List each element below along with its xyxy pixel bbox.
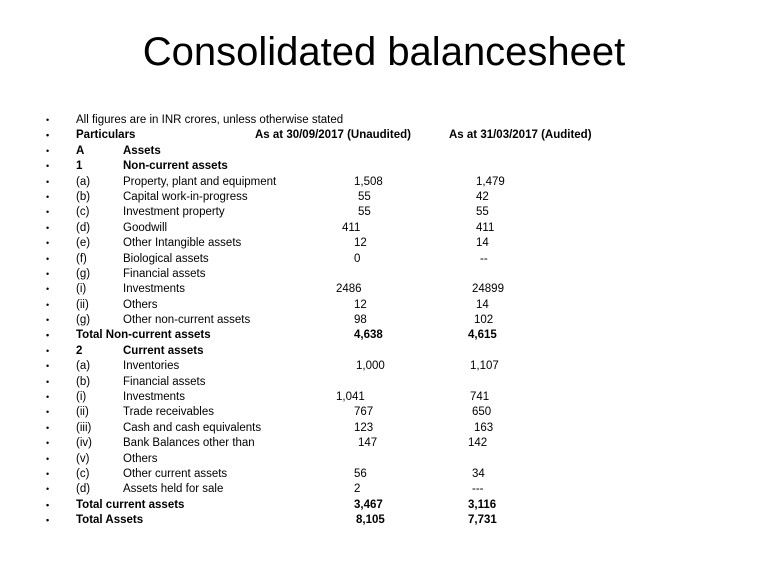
value-mar-2017: 42: [476, 190, 489, 203]
line-item-row: [0, 359, 768, 374]
column-header-1: As at 30/09/2017 (Unaudited): [255, 129, 411, 142]
section-row: [0, 344, 768, 359]
section-row: [0, 159, 768, 174]
bullet: •: [46, 453, 50, 464]
total-row: [0, 498, 768, 513]
value-sep-2017: 411: [342, 221, 361, 234]
value-sep-2017: 12: [354, 237, 367, 250]
line-item-row: [0, 313, 768, 328]
item-code: (ii): [76, 406, 89, 419]
bullet: •: [46, 253, 50, 264]
item-label: Assets held for sale: [123, 483, 224, 496]
note-text: All figures are in INR crores, unless otherwise stated: [76, 114, 344, 126]
bullet: •: [46, 392, 50, 403]
value-sep-2017: 55: [358, 190, 371, 203]
bullet: •: [46, 191, 50, 202]
slide-title: Consolidated balancesheet: [142, 30, 626, 74]
item-code: (c): [76, 206, 90, 219]
item-label: Other current assets: [123, 467, 228, 480]
section-label: Assets: [123, 144, 161, 157]
value-mar-2017: 163: [474, 421, 494, 434]
item-code: (ii): [76, 298, 89, 311]
value-sep-2017: 2: [354, 483, 361, 496]
item-code: (iii): [76, 421, 92, 434]
total-row: [0, 328, 768, 343]
line-item-row: [0, 298, 768, 313]
item-label: Property, plant and equipment: [123, 175, 277, 188]
value-mar-2017: ---: [472, 483, 484, 496]
value-sep-2017: 56: [354, 467, 367, 480]
line-item-row: [0, 421, 768, 436]
item-label: Others: [123, 452, 158, 465]
section-row: [0, 144, 768, 159]
value-mar-2017: 1,107: [470, 360, 499, 373]
value-mar-2017: 14: [476, 298, 489, 311]
data-rows: [0, 144, 768, 529]
item-code: (a): [76, 175, 91, 188]
bullet: •: [46, 484, 50, 495]
item-label: Other non-current assets: [123, 314, 251, 327]
item-label: Goodwill: [123, 221, 168, 234]
header-row: [0, 128, 768, 143]
value-mar-2017: 1,479: [476, 175, 505, 188]
bullet: •: [46, 499, 50, 510]
line-item-row: [0, 467, 768, 482]
item-code: (d): [76, 221, 91, 234]
particulars-header: Particulars: [76, 129, 136, 142]
bullet: •: [46, 345, 50, 356]
item-label: Investment property: [123, 206, 225, 219]
value-mar-2017: 4,615: [468, 329, 497, 342]
bullet: •: [46, 361, 50, 372]
item-label: Trade receivables: [123, 406, 214, 419]
item-code: (a): [76, 360, 91, 373]
value-mar-2017: 7,731: [468, 514, 497, 527]
value-sep-2017: 1,041: [336, 391, 365, 404]
line-item-row: [0, 482, 768, 497]
line-item-row: [0, 236, 768, 251]
line-item-row: [0, 190, 768, 205]
total-label: Total Non-current assets: [76, 329, 211, 342]
line-item-row: [0, 267, 768, 282]
value-sep-2017: 8,105: [356, 514, 385, 527]
item-code: (v): [76, 452, 90, 465]
total-label: Total current assets: [76, 498, 185, 511]
item-code: (g): [76, 267, 91, 280]
value-sep-2017: 123: [354, 421, 374, 434]
line-item-row: [0, 452, 768, 467]
line-item-row: [0, 375, 768, 390]
bullet: •: [46, 284, 50, 295]
value-mar-2017: 55: [476, 206, 489, 219]
total-row: [0, 513, 768, 528]
bullet: •: [46, 330, 50, 341]
value-sep-2017: 767: [354, 406, 374, 419]
value-mar-2017: 3,116: [468, 498, 497, 511]
item-label: Bank Balances other than: [123, 437, 255, 450]
bullet: •: [46, 161, 50, 172]
value-sep-2017: 4,638: [354, 329, 383, 342]
item-code: (c): [76, 467, 90, 480]
value-mar-2017: 24899: [472, 283, 504, 296]
value-sep-2017: 3,467: [354, 498, 383, 511]
total-label: Total Assets: [76, 514, 144, 527]
item-code: (i): [76, 283, 87, 296]
value-sep-2017: 98: [354, 314, 367, 327]
value-mar-2017: 741: [470, 391, 490, 404]
value-sep-2017: 147: [358, 437, 378, 450]
value-sep-2017: 1,000: [356, 360, 385, 373]
value-mar-2017: 14: [476, 237, 489, 250]
value-mar-2017: --: [480, 252, 488, 265]
item-code: (b): [76, 190, 91, 203]
line-item-row: [0, 221, 768, 236]
item-code: (d): [76, 483, 91, 496]
bullet: •: [46, 438, 50, 449]
item-code: (i): [76, 391, 87, 404]
line-item-row: [0, 252, 768, 267]
bullet: •: [46, 468, 50, 479]
balance-sheet-list: [0, 113, 768, 529]
line-item-row: [0, 390, 768, 405]
bullet: •: [46, 515, 50, 526]
line-item-row: [0, 175, 768, 190]
line-item-row: [0, 436, 768, 451]
item-code: (b): [76, 375, 91, 388]
line-item-row: [0, 405, 768, 420]
value-sep-2017: 0: [354, 252, 361, 265]
bullet: •: [46, 145, 50, 156]
item-code: 1: [76, 160, 83, 173]
item-code: (f): [76, 252, 87, 265]
item-label: Inventories: [123, 360, 180, 373]
item-label: Investments: [123, 391, 185, 404]
bullet: •: [46, 207, 50, 218]
value-mar-2017: 411: [476, 221, 495, 234]
bullet: •: [46, 115, 50, 125]
bullet: •: [46, 238, 50, 249]
item-code: (iv): [76, 437, 92, 450]
value-mar-2017: 34: [472, 467, 485, 480]
bullet: •: [46, 222, 50, 233]
item-label: Investments: [123, 283, 185, 296]
bullet: •: [46, 130, 50, 141]
value-sep-2017: 12: [354, 298, 367, 311]
item-code: 2: [76, 344, 83, 357]
line-item-row: [0, 282, 768, 297]
value-sep-2017: 1,508: [354, 175, 383, 188]
item-code: (g): [76, 314, 91, 327]
bullet: •: [46, 422, 50, 433]
bullet: •: [46, 268, 50, 279]
note-row: [0, 113, 768, 128]
value-mar-2017: 142: [468, 437, 488, 450]
item-label: Financial assets: [123, 375, 206, 388]
value-mar-2017: 650: [472, 406, 492, 419]
item-label: Others: [123, 298, 158, 311]
item-label: Capital work-in-progress: [123, 190, 248, 203]
section-label: Non-current assets: [123, 160, 228, 173]
value-sep-2017: 2486: [336, 283, 362, 296]
value-sep-2017: 55: [358, 206, 371, 219]
item-label: Cash and cash equivalents: [123, 421, 262, 434]
bullet: •: [46, 176, 50, 187]
section-label: Current assets: [123, 344, 204, 357]
bullet: •: [46, 407, 50, 418]
bullet: •: [46, 376, 50, 387]
bullet: •: [46, 299, 50, 310]
column-header-2: As at 31/03/2017 (Audited): [449, 129, 592, 142]
bullet: •: [46, 315, 50, 326]
item-code: (e): [76, 237, 91, 250]
item-label: Other Intangible assets: [123, 237, 242, 250]
item-label: Biological assets: [123, 252, 209, 265]
item-label: Financial assets: [123, 267, 206, 280]
line-item-row: [0, 205, 768, 220]
value-mar-2017: 102: [474, 314, 494, 327]
item-code: A: [76, 144, 85, 157]
